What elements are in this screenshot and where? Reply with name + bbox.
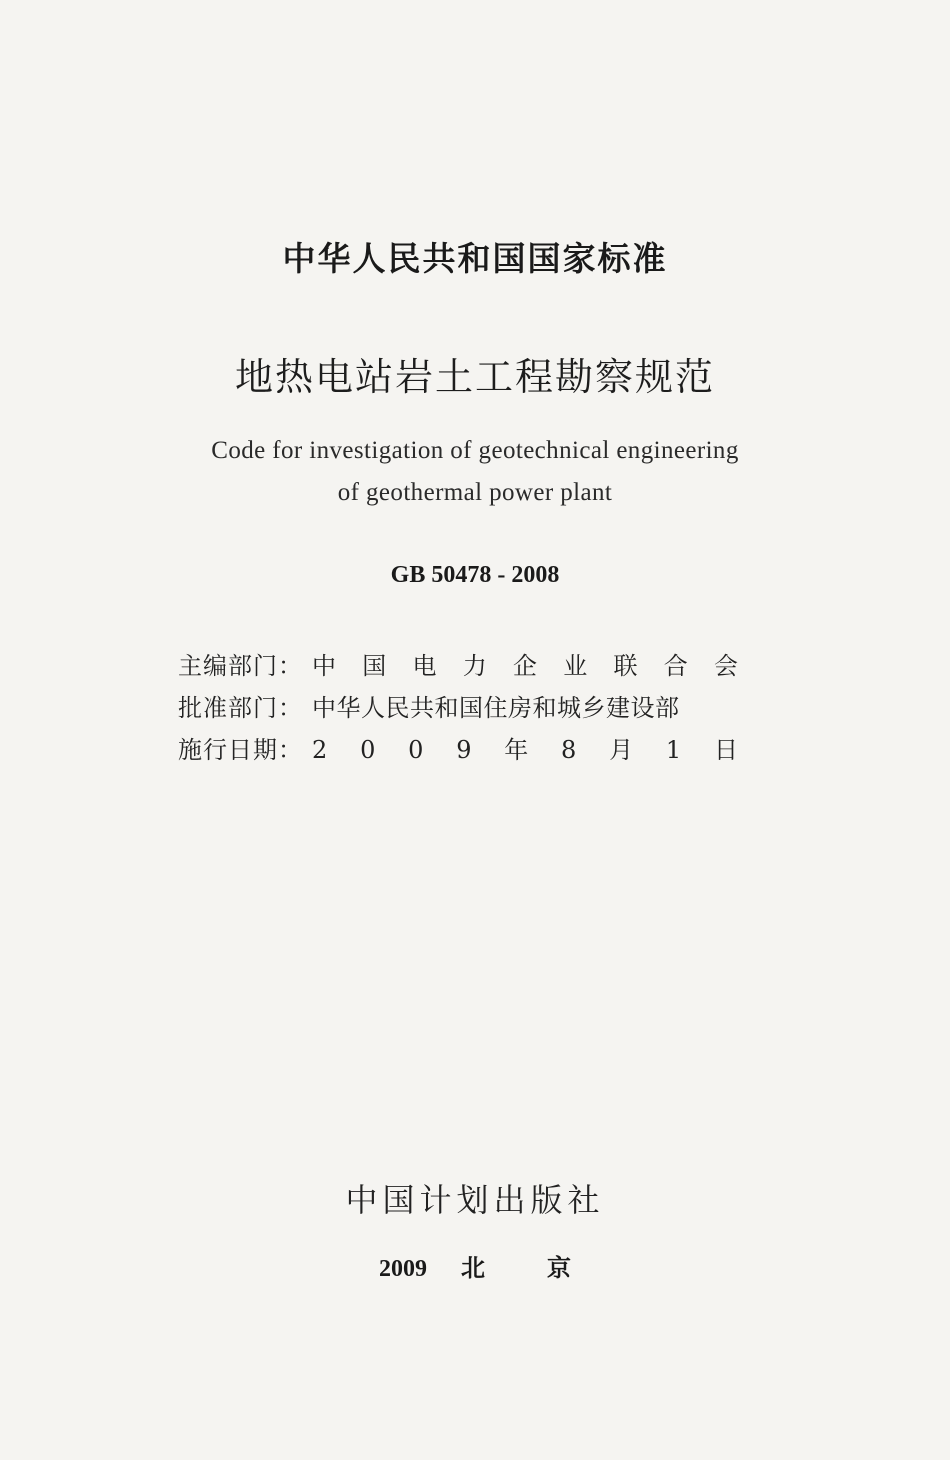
editor-char: 会 [714, 652, 738, 680]
date-row [178, 729, 738, 771]
date-value [312, 729, 738, 771]
editor-row [178, 645, 738, 687]
date-char: 9 [456, 736, 472, 764]
editor-char: 企 [513, 652, 537, 680]
publisher-name: 中国计划出版社 [345, 1181, 605, 1219]
date-char: 年 [504, 736, 529, 764]
title-english-line-1: Code for investigation of geotechnical engineering [211, 437, 739, 464]
editor-char: 力 [462, 652, 487, 680]
editor-char: 业 [563, 652, 588, 680]
approver-row [178, 687, 738, 729]
date-label: 施行日期： [178, 736, 303, 764]
standard-code: GB 50478 - 2008 [390, 562, 560, 588]
editor-char: 联 [613, 652, 638, 680]
editor-char: 电 [412, 652, 437, 680]
standard-header: 中华人民共和国国家标准 [282, 239, 668, 278]
approver-value: 中华人民共和国住房和城乡建设部 [312, 694, 680, 722]
date-char: 月 [609, 736, 634, 764]
date-char: 8 [561, 736, 577, 764]
editor-label: 主编部门： [178, 652, 303, 680]
date-char: 2 [312, 736, 328, 764]
date-char: 0 [408, 736, 424, 764]
date-char: 0 [360, 736, 376, 764]
editor-value [312, 645, 738, 687]
date-char: 1 [665, 736, 682, 764]
publication-line [0, 1248, 950, 1283]
editor-char: 国 [362, 652, 387, 680]
title-chinese: 地热电站岩土工程勘察规范 [234, 355, 715, 399]
editor-char: 中 [312, 652, 336, 680]
publication-city-char: 京 [547, 1256, 571, 1282]
approver-label: 批准部门： [178, 694, 303, 722]
title-english [0, 430, 950, 514]
date-char: 日 [713, 736, 738, 764]
publication-year: 2009 [379, 1256, 427, 1282]
editor-char: 合 [663, 652, 688, 680]
title-english-line-2: of geothermal power plant [337, 479, 613, 506]
meta-block [178, 645, 738, 771]
publication-city-char: 北 [461, 1256, 485, 1282]
